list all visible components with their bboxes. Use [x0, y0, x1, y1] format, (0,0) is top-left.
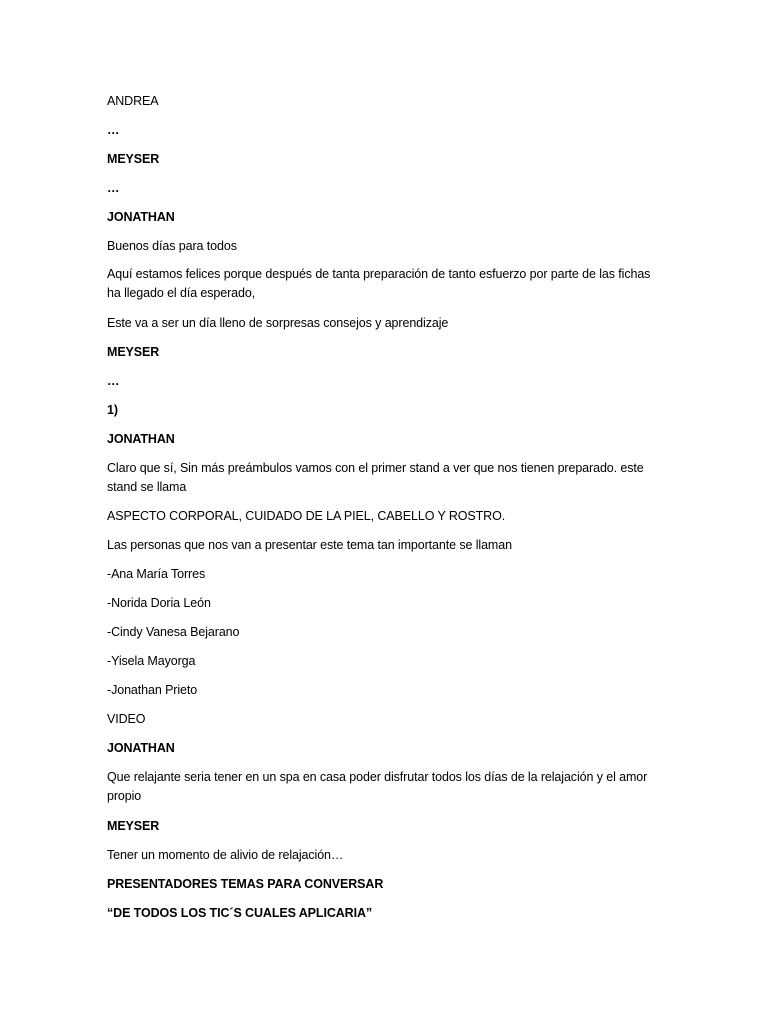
speaker-andrea: ANDREA: [107, 94, 159, 108]
stand-title: ASPECTO CORPORAL, CUIDADO DE LA PIEL, CABELLO Y ROSTRO.: [107, 509, 506, 523]
presenter-name: -Norida Doria León: [107, 596, 211, 610]
speaker-jonathan: JONATHAN: [107, 432, 175, 446]
presenter-name: -Ana María Torres: [107, 567, 206, 581]
dialogue-paragraph: Aquí estamos felices porque después de tanta preparación de tanto esfuerzo por parte de las fichas ha llegado el día esperado,: [107, 267, 651, 300]
presenter-name: -Jonathan Prieto: [107, 683, 198, 697]
dialogue-line: Este va a ser un día lleno de sorpresas consejos y aprendizaje: [107, 316, 449, 330]
ellipsis-line: …: [107, 374, 120, 388]
speaker-jonathan: JONATHAN: [107, 741, 175, 755]
dialogue-line: Buenos días para todos: [107, 239, 237, 253]
speaker-jonathan: JONATHAN: [107, 210, 175, 224]
ellipsis-line: …: [107, 181, 120, 195]
speaker-meyser: MEYSER: [107, 345, 160, 359]
speaker-meyser: MEYSER: [107, 819, 160, 833]
dialogue-line: Las personas que nos van a presentar este tema tan importante se llaman: [107, 538, 512, 552]
speaker-meyser: MEYSER: [107, 152, 160, 166]
dialogue-line: Tener un momento de alivio de relajación…: [107, 848, 344, 862]
presenter-name: -Yisela Mayorga: [107, 654, 196, 668]
ellipsis-line: …: [107, 123, 120, 137]
dialogue-paragraph: Claro que sí, Sin más preámbulos vamos con el primer stand a ver que nos tienen preparado. este stand se llama: [107, 461, 644, 494]
section-heading: PRESENTADORES TEMAS PARA CONVERSAR: [107, 877, 384, 891]
presenter-name: -Cindy Vanesa Bejarano: [107, 625, 240, 639]
section-number: 1): [107, 403, 118, 417]
section-heading-quote: “DE TODOS LOS TIC´S CUALES APLICARIA”: [107, 906, 373, 920]
dialogue-paragraph: Que relajante seria tener en un spa en casa poder disfrutar todos los días de la relajación y el amor propio: [107, 770, 648, 803]
video-cue: VIDEO: [107, 712, 146, 726]
